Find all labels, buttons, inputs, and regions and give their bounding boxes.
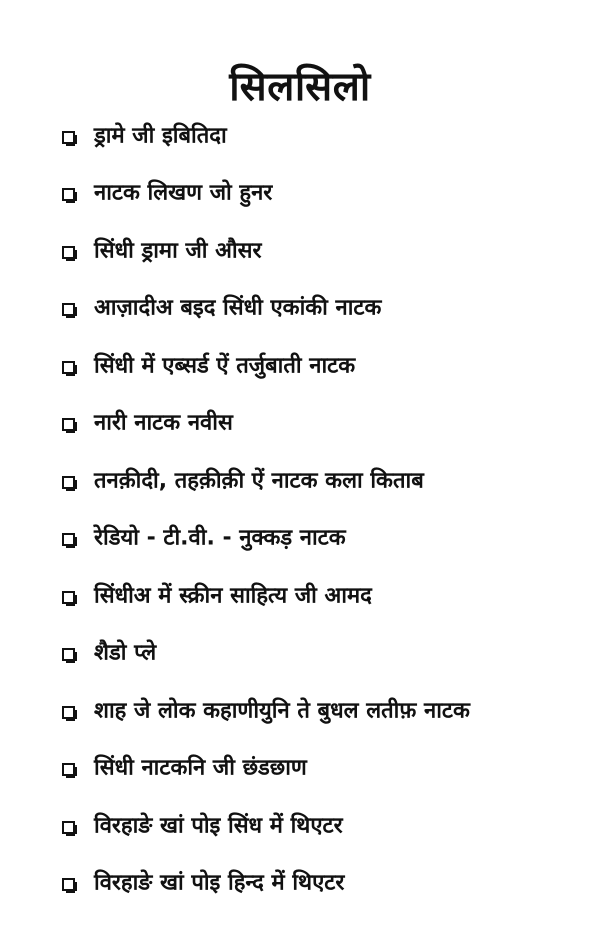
list-item-text: नाटक लिखण जो हुनर (94, 180, 273, 206)
list-item-text: नारी नाटक नवीस (94, 410, 233, 436)
list-item-text: सिंधीअ में स्क्रीन साहित्य जी आमद (94, 583, 372, 609)
list-item-text: शाह जे लोक कहाणीयुनि ते बुधल लतीफ़ नाटक (94, 698, 470, 724)
checkbox-bullet-icon (62, 131, 75, 144)
checkbox-bullet-icon (62, 303, 75, 316)
list-item (0, 338, 600, 396)
list-item (0, 223, 600, 281)
checkbox-bullet-icon (62, 706, 75, 719)
checkbox-bullet-icon (62, 418, 75, 431)
list-item-text: ड्रामे जी इबितिदा (94, 123, 227, 149)
list-item (0, 683, 600, 741)
list-item (0, 568, 600, 626)
list-item-text: सिंधी ड्रामा जी औसर (94, 238, 262, 264)
list-item (0, 856, 600, 914)
list-item (0, 396, 600, 454)
list-item (0, 741, 600, 799)
checkbox-bullet-icon (62, 878, 75, 891)
list-item (0, 281, 600, 339)
list-item (0, 108, 600, 166)
checkbox-bullet-icon (62, 476, 75, 489)
checkbox-bullet-icon (62, 533, 75, 546)
list-item (0, 798, 600, 856)
checkbox-bullet-icon (62, 763, 75, 776)
list-item-text: आज़ादीअ बइद सिंधी एकांकी नाटक (94, 295, 382, 321)
checkbox-bullet-icon (62, 821, 75, 834)
list-item-text: रेडियो - टी.वी. - नुक्कड़ नाटक (94, 525, 346, 551)
checkbox-bullet-icon (62, 246, 75, 259)
checkbox-bullet-icon (62, 361, 75, 374)
list-item (0, 626, 600, 684)
list-item (0, 166, 600, 224)
list-item-text: सिंधी में एब्सर्ड ऐं तर्जुबाती नाटक (94, 353, 356, 379)
list-item (0, 453, 600, 511)
list-item-text: विरहाङे खां पोइ हिन्द में थिएटर (94, 870, 345, 896)
checkbox-bullet-icon (62, 188, 75, 201)
list-item-text: शैडो प्ले (94, 640, 157, 666)
page-title: सिलसिलो (229, 63, 371, 110)
list-item-text: तनक़ीदी, तहक़ीक़ी ऐं नाटक कला किताब (94, 468, 424, 494)
checkbox-bullet-icon (62, 591, 75, 604)
contents-list (0, 108, 600, 913)
list-item (0, 511, 600, 569)
checkbox-bullet-icon (62, 648, 75, 661)
list-item-text: सिंधी नाटकनि जी छंडछाण (94, 755, 307, 781)
list-item-text: विरहाङे खां पोइ सिंध में थिएटर (94, 813, 343, 839)
